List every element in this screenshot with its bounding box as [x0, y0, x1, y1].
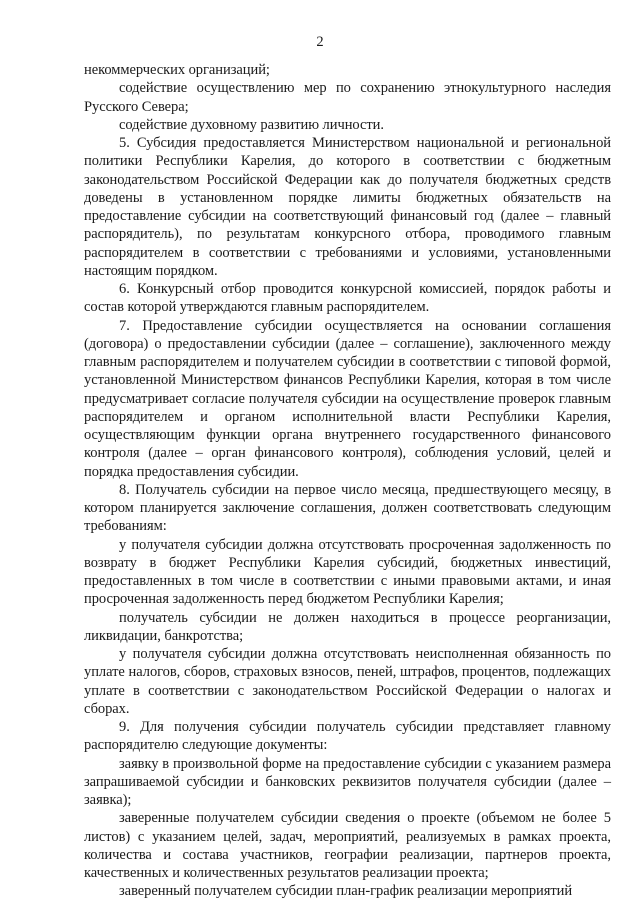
paragraph: некоммерческих организаций;: [84, 62, 270, 78]
paragraph: содействие духовному развитию личности.: [119, 116, 384, 133]
paragraph: 9. Для получения субсидии получатель субсидии представляет главному распорядителю следующие документы:: [84, 719, 611, 754]
paragraph: 7. Предоставление субсидии осуществляется на основании соглашения (договора) о предоставлении субсидии (далее – соглашение), заключенного между главным распорядителем и получателем субсидии в соответствии с типовой формой, установленной Министерством финансов Республики Карелия, которая в том числе предусматривает согласие получателя субсидии на осуществление проверок главным распорядителем и органом исполнительной власти Республики Карелия, осуществляющим функции органа внутреннего государственного финансового контроля (далее – орган финансового контроля), соблюдения условий, целей и порядка предоставления субсидии.: [84, 317, 611, 480]
paragraph: заявку в произвольной форме на предоставление субсидии с указанием размера запрашиваемой субсидии и банковских реквизитов получателя субсидии (далее – заявка);: [84, 755, 611, 808]
paragraph: 6. Конкурсный отбор проводится конкурсной комиссией, порядок работы и состав которой утверждаются главным распорядителем.: [84, 281, 611, 316]
paragraph: заверенный получателем субсидии план-график реализации мероприятий: [119, 883, 573, 900]
document-body: [84, 61, 611, 901]
paragraph: у получателя субсидии должна отсутствовать просроченная задолженность по возврату в бюджет Республики Карелия субсидий, бюджетных инвестиций, предоставленных в том числе в соответствии с иными правовыми актами, и иная просроченная задолженность перед бюджетом Республики Карелия;: [84, 536, 611, 608]
paragraph: у получателя субсидии должна отсутствовать неисполненная обязанность по уплате налогов, сборов, страховых взносов, пеней, штрафов, процентов, подлежащих уплате в соответствии с законодательством Российской Федерации о налогах и сборах.: [84, 646, 611, 717]
paragraph: 8. Получатель субсидии на первое число месяца, предшествующего месяцу, в котором планируется заключение соглашения, должен соответствовать следующим требованиям:: [84, 481, 611, 535]
paragraph: заверенные получателем субсидии сведения о проекте (объемом не более 5 листов) с указанием целей, задач, мероприятий, реализуемых в рамках проекта, количества и состава участников, географии реализации, партнеров проекта, качественных и количественных результатов реализации проекта;: [84, 810, 611, 881]
page-number: 2: [316, 34, 324, 50]
paragraph: содействие осуществлению мер по сохранению этнокультурного наследия Русского Севера;: [84, 80, 611, 115]
paragraph: 5. Субсидия предоставляется Министерством национальной и региональной политики Республики Карелия, до которого в соответствии с бюджетным законодательством Российской Федерации как до получателя бюджетных средств доведены в установленном порядке лимиты бюджетных обязательств на предоставление субсидии на соответствующий финансовый год (далее – главный распорядитель), по результатам конкурсного отбора, проводимого главным распорядителем в соответствии с требованиями и условиями, установленными настоящим порядком.: [84, 135, 611, 279]
paragraph: получатель субсидии не должен находиться в процессе реорганизации, ликвидации, банкротства;: [84, 609, 611, 644]
